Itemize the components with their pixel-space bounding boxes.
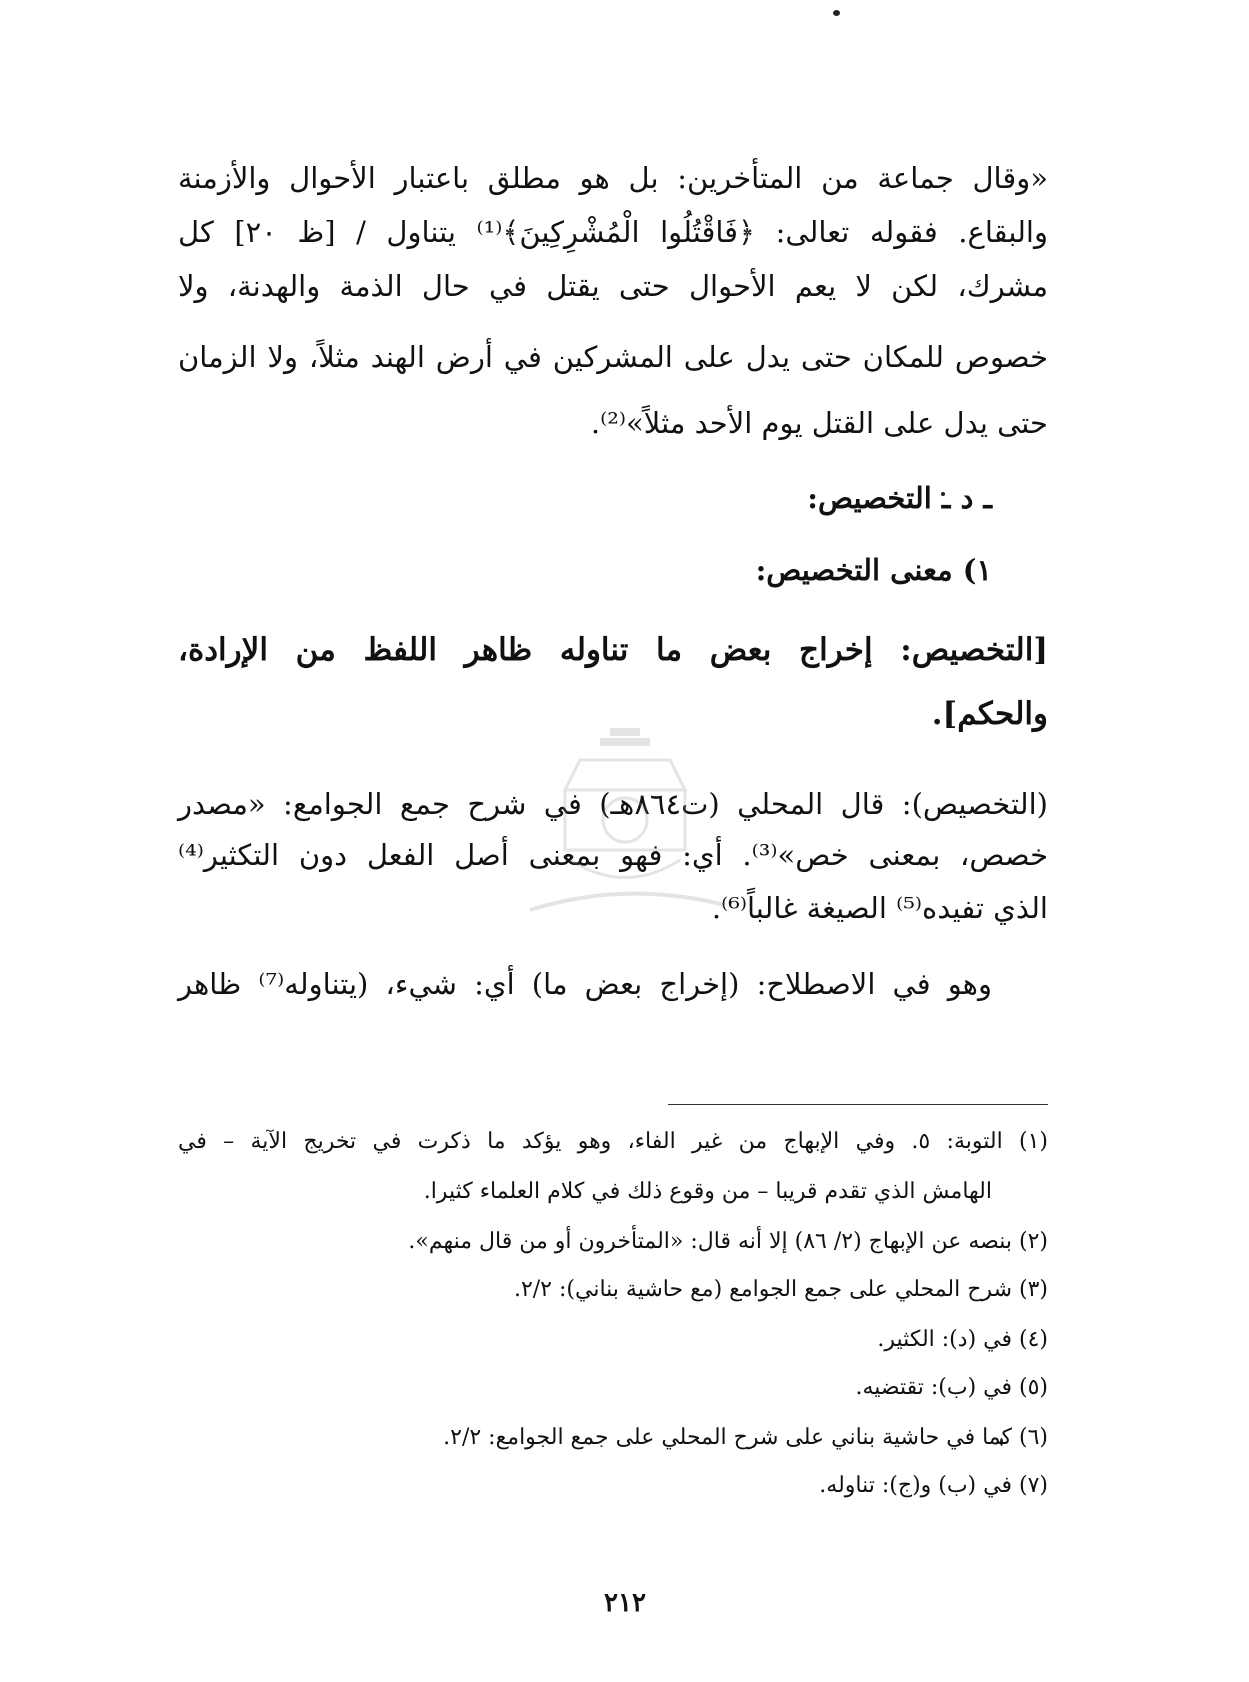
paragraph1-line: خصوص للمكان حتى يدل على المشركين في أرض الهند مثلاً، ولا الزمان	[178, 340, 1048, 374]
paragraph2-line: الذي تفيده⁽⁵⁾ الصيغة غالباً⁽⁶⁾.	[711, 891, 1048, 925]
footnote-line: (٦) كما في حاشية بناني على شرح المحلي على جمع الجوامع: ٢/٢.	[443, 1425, 1048, 1450]
section-heading-d: ـ د ـ التخصيص:	[807, 481, 992, 515]
paragraph1-line: حتى يدل على القتل يوم الأحد مثلاً»⁽²⁾.	[590, 406, 1048, 440]
paragraph2-line: (التخصيص): قال المحلي (ت٨٦٤هـ) في شرح جمع الجوامع: «مصدر	[178, 787, 1048, 821]
footnote-line: (٧) في (ب) و(ج): تناوله.	[819, 1473, 1048, 1498]
scan-speck	[833, 10, 840, 16]
definition-line: والحكم].	[931, 696, 1048, 732]
footnote-separator	[668, 1104, 1048, 1105]
footnote-line: (٤) في (د): الكثير.	[877, 1327, 1048, 1352]
subheading-meaning: ١) معنى التخصيص:	[755, 553, 992, 587]
footnote-line: (٣) شرح المحلي على جمع الجوامع (مع حاشية بناني): ٢/٢.	[513, 1277, 1048, 1302]
page-number: ٢١٢	[604, 1588, 646, 1618]
paragraph3-line: وهو في الاصطلاح: (إخراج بعض ما) أي: شيء، (يتناوله⁽⁷⁾ ظاهر	[178, 967, 992, 1001]
paragraph1-line: مشرك، لكن لا يعم الأحوال حتى يقتل في حال الذمة والهدنة، ولا	[178, 269, 1048, 303]
footnote-line: الهامش الذي تقدم قريبا – من وقوع ذلك في كلام العلماء كثيرا.	[423, 1179, 992, 1204]
paragraph1-line: «وقال جماعة من المتأخرين: بل هو مطلق باعتبار الأحوال والأزمنة	[178, 161, 1048, 195]
paragraph2-line: خصص، بمعنى خص»⁽³⁾. أي: فهو بمعنى أصل الفعل دون التكثير⁽⁴⁾	[178, 838, 1049, 872]
definition-line: [التخصيص: إخراج بعض ما تناوله ظاهر اللفظ من الإرادة،	[178, 632, 1048, 668]
library-stamp-icon	[510, 720, 740, 970]
footnote-line: (٥) في (ب): تقتضيه.	[855, 1375, 1048, 1400]
paragraph1-line: والبقاع. فقوله تعالى: ﴿فَاقْتُلُوا الْمُشْرِكِينَ﴾⁽¹⁾ يتناول / [ظ ٢٠] كل	[178, 215, 1048, 249]
footnote-line: (٢) بنصه عن الإبهاج (٢/ ٨٦) إلا أنه قال: «المتأخرون أو من قال منهم».	[408, 1229, 1048, 1254]
footnote-line: (١) التوبة: ٥. وفي الإبهاج من غير الفاء، وهو يؤكد ما ذكرت في تخريج الآية – في	[178, 1129, 1049, 1154]
